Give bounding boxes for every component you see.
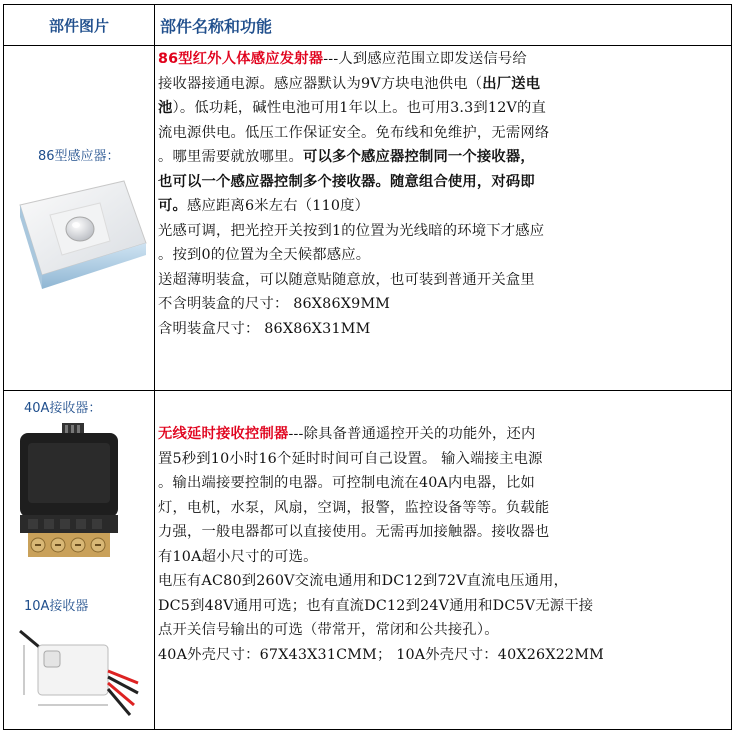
receiver-desc-text: 置5秒到10小时16个延时时间可自己设置。 输入端接主电源 — [158, 450, 543, 467]
sensor-desc-title: 86型红外人体感应发射器 — [158, 51, 324, 67]
receiver-desc-text: 电压有AC80到260V交流电通用和DC12到72V直流电压通用， — [158, 573, 569, 589]
pir-sensor-86-image — [6, 165, 152, 295]
sensor-desc-line — [158, 170, 730, 195]
relay-receiver-40a-image — [14, 421, 124, 571]
sensor-desc-text: 送超薄明装盒，可以随意贴随意放，也可装到普通开关盒里 — [158, 271, 535, 288]
receiver-desc-text: 。输出端接要控制的电器。可控制电流在40A内电器，比如 — [158, 475, 536, 491]
header-col-name: 部件名称和功能 — [160, 16, 273, 36]
receiver-desc-line — [158, 569, 730, 594]
sensor-desc-text: 。哪里需要就放哪里。 — [158, 149, 303, 165]
sensor-desc-bold-text: 也可以一个感应器控制多个接收器。随意组合使用，对码即 — [158, 173, 535, 190]
sensor-desc-text: 光感可调，把光控开关按到1的位置为光线暗的环境下才感应 — [158, 222, 545, 239]
sensor-desc-line — [158, 96, 730, 121]
receiver-desc-line — [158, 447, 730, 472]
receiver-10a-caption: 10A接收器 — [24, 599, 89, 614]
sensor-desc-line — [158, 219, 730, 244]
sensor-desc-line — [158, 243, 730, 268]
sensor-desc-line — [158, 72, 730, 97]
sensor-desc-text: 流电源供电。低压工作保证安全。免布线和免维护，无需网络 — [158, 124, 550, 141]
row-divider — [4, 390, 731, 391]
receiver-desc-line — [158, 594, 730, 619]
sensor-desc-text: 接收器接通电源。感应器默认为9V方块电池供电（ — [158, 75, 483, 92]
header-col-image: 部件图片 — [48, 16, 109, 35]
receiver-40a-caption: 40A接收器： — [24, 401, 102, 416]
receiver-description — [158, 422, 730, 667]
sensor-desc-bold-text: 可。 — [158, 198, 187, 214]
sensor-desc-text: 。按到0的位置为全天候都感应。 — [158, 247, 371, 263]
receiver-desc-text: 点开关信号输出的可选（带常开，常闭和公共接孔）。 — [158, 622, 499, 638]
sensor-desc-bold-text: 池 — [158, 100, 173, 116]
receiver-desc-line — [158, 618, 730, 643]
spec-table — [3, 4, 732, 730]
sensor-desc-line — [158, 121, 730, 146]
receiver-desc-text: DC5到48V通用可选；也有直流DC12到24V通用和DC5V无源干接 — [158, 597, 594, 614]
sensor-desc-text: 不含明装盒的尺寸： 86X86X9MM — [158, 296, 391, 312]
receiver-desc-text: 有10A超小尺寸的可选。 — [158, 548, 318, 565]
receiver-desc-text: 力强，一般电器都可以直接使用。无需再加接触器。接收器也 — [158, 524, 550, 540]
sensor-desc-line — [158, 47, 730, 72]
sensor-desc-text: 含明装盒尺寸： 86X86X31MM — [158, 320, 371, 337]
receiver-desc-line — [158, 496, 730, 521]
column-divider — [154, 5, 155, 729]
sensor-caption: 86型感应器： — [38, 149, 120, 164]
table-header — [4, 5, 731, 46]
sensor-desc-line — [158, 292, 730, 317]
receiver-desc-line — [158, 520, 730, 545]
sensor-desc-bold-text: 可以多个感应器控制同一个接收器， — [302, 149, 535, 165]
receiver-desc-title: 无线延时接收控制器 — [158, 426, 289, 442]
sensor-desc-line — [158, 268, 730, 293]
receiver-desc-line — [158, 643, 730, 668]
receiver-desc-line — [158, 422, 730, 447]
sensor-desc-text: 感应距离6米左右（110度） — [187, 198, 370, 214]
sensor-desc-line — [158, 317, 730, 342]
receiver-desc-text: ---除具备普通遥控开关的功能外，还内 — [288, 426, 536, 442]
receiver-desc-text: 灯，电机，水泵，风扇，空调，报警，监控设备等等。负载能 — [158, 499, 550, 516]
sensor-desc-bold-text: 出厂送电 — [482, 75, 541, 92]
sensor-desc-line — [158, 194, 730, 219]
sensor-description — [158, 47, 730, 341]
sensor-desc-text: ---人到感应范围立即发送信号给 — [323, 51, 527, 67]
receiver-desc-line — [158, 545, 730, 570]
receiver-desc-line — [158, 471, 730, 496]
relay-receiver-10a-image — [14, 625, 144, 725]
receiver-desc-text: 40A外壳尺寸：67X43X31CMM； 10A外壳尺寸：40X26X22MM — [158, 646, 605, 663]
sensor-desc-line — [158, 145, 730, 170]
sensor-desc-text: ）。低功耗，碱性电池可用1年以上。也可用3.3到12V的直 — [172, 100, 547, 116]
